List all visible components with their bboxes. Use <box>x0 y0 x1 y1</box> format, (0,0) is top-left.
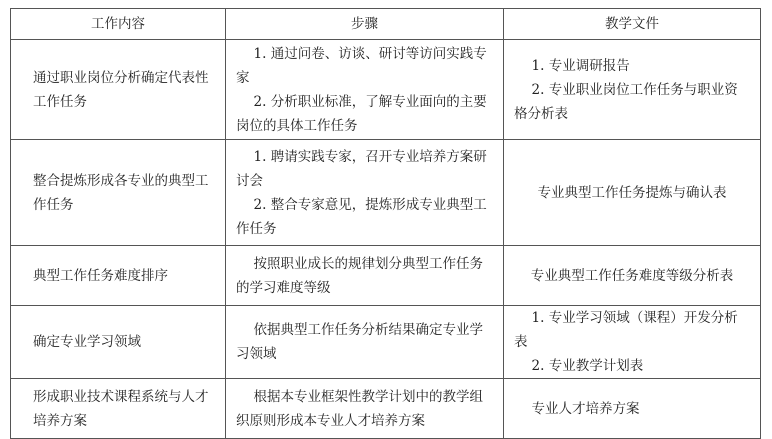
work-cell: 确定专业学习领域 <box>11 306 226 379</box>
steps-cell <box>226 40 504 140</box>
doc-text: 1. 专业调研报告 <box>531 57 630 74</box>
step-text: 根据本专业框架性教学计划中的教学组织原则形成本专业人才培养方案 <box>236 388 484 429</box>
step-text: 按照职业成长的规律划分典型工作任务的学习难度等级 <box>236 255 484 296</box>
docs-cell <box>504 140 761 246</box>
docs-cell <box>504 246 761 306</box>
docs-cell <box>504 379 761 439</box>
work-cell: 典型工作任务难度排序 <box>11 246 226 306</box>
work-cell: 通过职业岗位分析确定代表性工作任务 <box>11 40 226 140</box>
doc-text: 专业人才培养方案 <box>531 400 640 417</box>
doc-text: 专业典型工作任务提炼与确认表 <box>537 184 727 201</box>
header-work: 工作内容 <box>11 9 226 40</box>
table-row <box>11 379 761 439</box>
header-row <box>11 9 761 40</box>
table-row <box>11 40 761 140</box>
step-text: 依据典型工作任务分析结果确定专业学习领域 <box>236 322 484 362</box>
step-text: 1. 聘请实践专家，召开专业培养方案研讨会 <box>236 148 487 189</box>
doc-text: 1. 专业学习领域（课程）开发分析表 <box>514 310 738 350</box>
step-text: 2. 分析职业标准，了解专业面向的主要岗位的具体工作任务 <box>236 93 487 134</box>
steps-cell <box>226 140 504 246</box>
work-cell: 形成职业技术课程系统与人才培养方案 <box>11 379 226 439</box>
work-cell: 整合提炼形成各专业的典型工作任务 <box>11 140 226 246</box>
table-row <box>11 306 761 379</box>
docs-cell <box>504 306 761 379</box>
step-text: 1. 通过问卷、访谈、研讨等访问实践专家 <box>236 45 487 86</box>
doc-text: 2. 专业教学计划表 <box>531 358 644 374</box>
doc-text: 2. 专业职业岗位工作任务与职业资格分析表 <box>514 81 738 122</box>
step-text: 2. 整合专家意见，提炼形成专业典型工作任务 <box>236 196 487 237</box>
workflow-table <box>10 8 761 439</box>
header-docs: 教学文件 <box>504 9 761 40</box>
steps-cell <box>226 246 504 306</box>
steps-cell <box>226 379 504 439</box>
table-row <box>11 246 761 306</box>
doc-text: 专业典型工作任务难度等级分析表 <box>530 267 734 284</box>
table-row <box>11 140 761 246</box>
docs-cell <box>504 40 761 140</box>
header-steps: 步骤 <box>226 9 504 40</box>
steps-cell <box>226 306 504 379</box>
